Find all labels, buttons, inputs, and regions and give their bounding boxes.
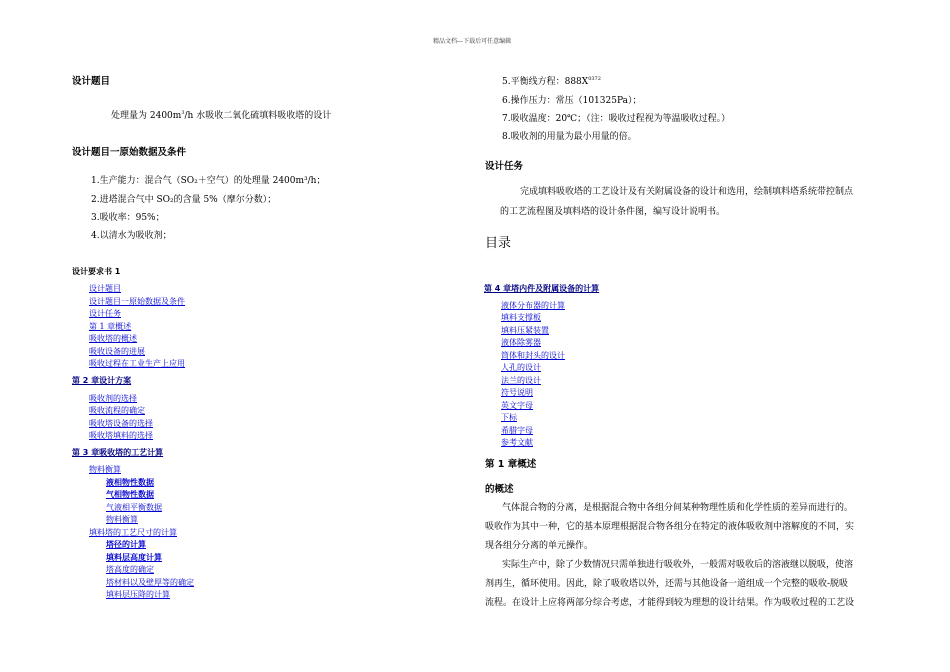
task-line-2: 的工艺流程图及填料塔的设计条件图，编写设计说明书。 (500, 207, 726, 217)
toc-link[interactable]: 吸收过程在工业生产上应用 (89, 359, 185, 368)
toc-link[interactable]: 吸收设备的进展 (89, 347, 145, 356)
toc-link[interactable]: 液体除雾器 (501, 338, 541, 347)
toc-link[interactable]: 希腊字母 (501, 426, 533, 435)
toc-chapter-3[interactable]: 第 3 章吸收塔的工艺计算 (72, 448, 164, 457)
para-line-1: 气体混合物的分离，是根据混合物中各组分间某种物理性质和化学性质的差异而进行的。 (502, 503, 854, 513)
toc-link[interactable]: 吸收塔填料的选择 (89, 431, 153, 440)
toc-chapter-4[interactable]: 第 4 章塔内件及附属设备的计算 (484, 284, 600, 293)
condition-7: 7.吸收温度：20℃；（注：吸收过程视为等温吸收过程。） (502, 114, 731, 124)
toc-link[interactable]: 英文字母 (501, 401, 533, 410)
toc-link[interactable]: 参考文献 (501, 438, 533, 447)
task-line-1: 完成填料吸收塔的工艺设计及有关附属设备的设计和选用，绘制填料塔系统带控制点 (520, 187, 854, 197)
condition-6: 6.操作压力：常压（101325Pa）； (502, 96, 642, 106)
toc-link[interactable]: 填料支撑板 (501, 313, 541, 322)
condition-4: 4.以清水为吸收剂； (91, 231, 172, 241)
toc-link[interactable]: 筒体和封头的设计 (501, 351, 565, 360)
toc-link[interactable]: 填料压紧装置 (501, 326, 549, 335)
section-title-original-data: 设计题目一原始数据及条件 (72, 147, 187, 158)
condition-3: 3.吸收率：95%； (91, 213, 165, 223)
toc-link[interactable]: 物料衡算 (106, 515, 138, 524)
toc-link[interactable]: 吸收塔设备的选择 (89, 419, 153, 428)
design-topic-text: 处理量为 $2400m^3/h$ 水吸收二氧化硫填料吸收塔的设计 (111, 110, 332, 121)
para-line-3: 现各组分分离的单元操作。 (485, 541, 594, 551)
toc-chapter-2[interactable]: 第 2 章设计方案 (72, 376, 132, 385)
toc-link[interactable]: 人孔的设计 (501, 363, 541, 372)
toc-link[interactable]: 吸收流程的确定 (89, 406, 145, 415)
page-header: 精品文档---下载后可任意编辑 (433, 38, 512, 45)
condition-2: 2.进塔混合气中 SO₂的含量 5%（摩尔分数）； (91, 195, 277, 205)
condition-1: 1.生产能力：混合气（SO₂＋空气）的处理量 2400m³/h； (91, 176, 326, 186)
chapter-1-title: 第 1 章概述 (485, 459, 537, 470)
toc-title: 设计要求书 1 (72, 267, 121, 276)
toc-link[interactable]: 液体分布器的计算 (501, 301, 565, 310)
overview-title: 的概述 (485, 484, 514, 495)
toc-link[interactable]: 设计题目一原始数据及条件 (89, 297, 185, 306)
toc-link[interactable]: 吸收塔的概述 (89, 334, 137, 343)
toc-link[interactable]: 填料层高度计算 (106, 553, 162, 562)
toc-link[interactable]: 液相物性数据 (106, 478, 154, 487)
toc-link[interactable]: 气相物性数据 (106, 490, 154, 499)
toc-link[interactable]: 气液相平衡数据 (106, 503, 162, 512)
toc-link[interactable]: 填料层压降的计算 (106, 590, 170, 599)
toc-link[interactable]: 物料衡算 (89, 465, 121, 474)
para-line-2: 吸收作为其中一种，它的基本原理根据混合物各组分在特定的液体吸收剂中溶解度的不同，实 (485, 522, 855, 532)
condition-5: 5.平衡线方程：$888X^{0372}$ (502, 76, 601, 87)
toc-link[interactable]: 塔径的计算 (106, 540, 146, 549)
section-title-design-task: 设计任务 (485, 161, 524, 172)
toc-heading: 目录 (485, 236, 512, 251)
toc-link[interactable]: 法兰的设计 (501, 376, 541, 385)
toc-link[interactable]: 塔高度的确定 (106, 565, 154, 574)
toc-link[interactable]: 设计题目 (89, 284, 121, 293)
section-title-design-topic: 设计题目 (72, 76, 111, 87)
toc-link[interactable]: 下标 (501, 413, 517, 422)
toc-link[interactable]: 填料塔的工艺尺寸的计算 (89, 528, 177, 537)
para-line-5: 剂再生，循环使用。因此，除了吸收塔以外，还需与其他设备一道组成一个完整的吸收-脱吸 (485, 579, 849, 589)
toc-link[interactable]: 第 1 章概述 (89, 322, 132, 331)
toc-link[interactable]: 吸收剂的选择 (89, 394, 137, 403)
toc-link[interactable]: 塔材料以及壁厚等的确定 (106, 578, 194, 587)
para-line-6: 流程。在设计上应将两部分综合考虑，才能得到较为理想的设计结果。作为吸收过程的工艺设 (485, 598, 855, 608)
para-line-4: 实际生产中，除了少数情况只需单独进行吸收外，一般需对吸收后的溶液继以脱吸，使溶 (502, 560, 854, 570)
toc-link[interactable]: 设计任务 (89, 309, 121, 318)
condition-8: 8.吸收剂的用量为最小用量的倍。 (502, 132, 637, 142)
toc-link[interactable]: 符号说明 (501, 388, 533, 397)
